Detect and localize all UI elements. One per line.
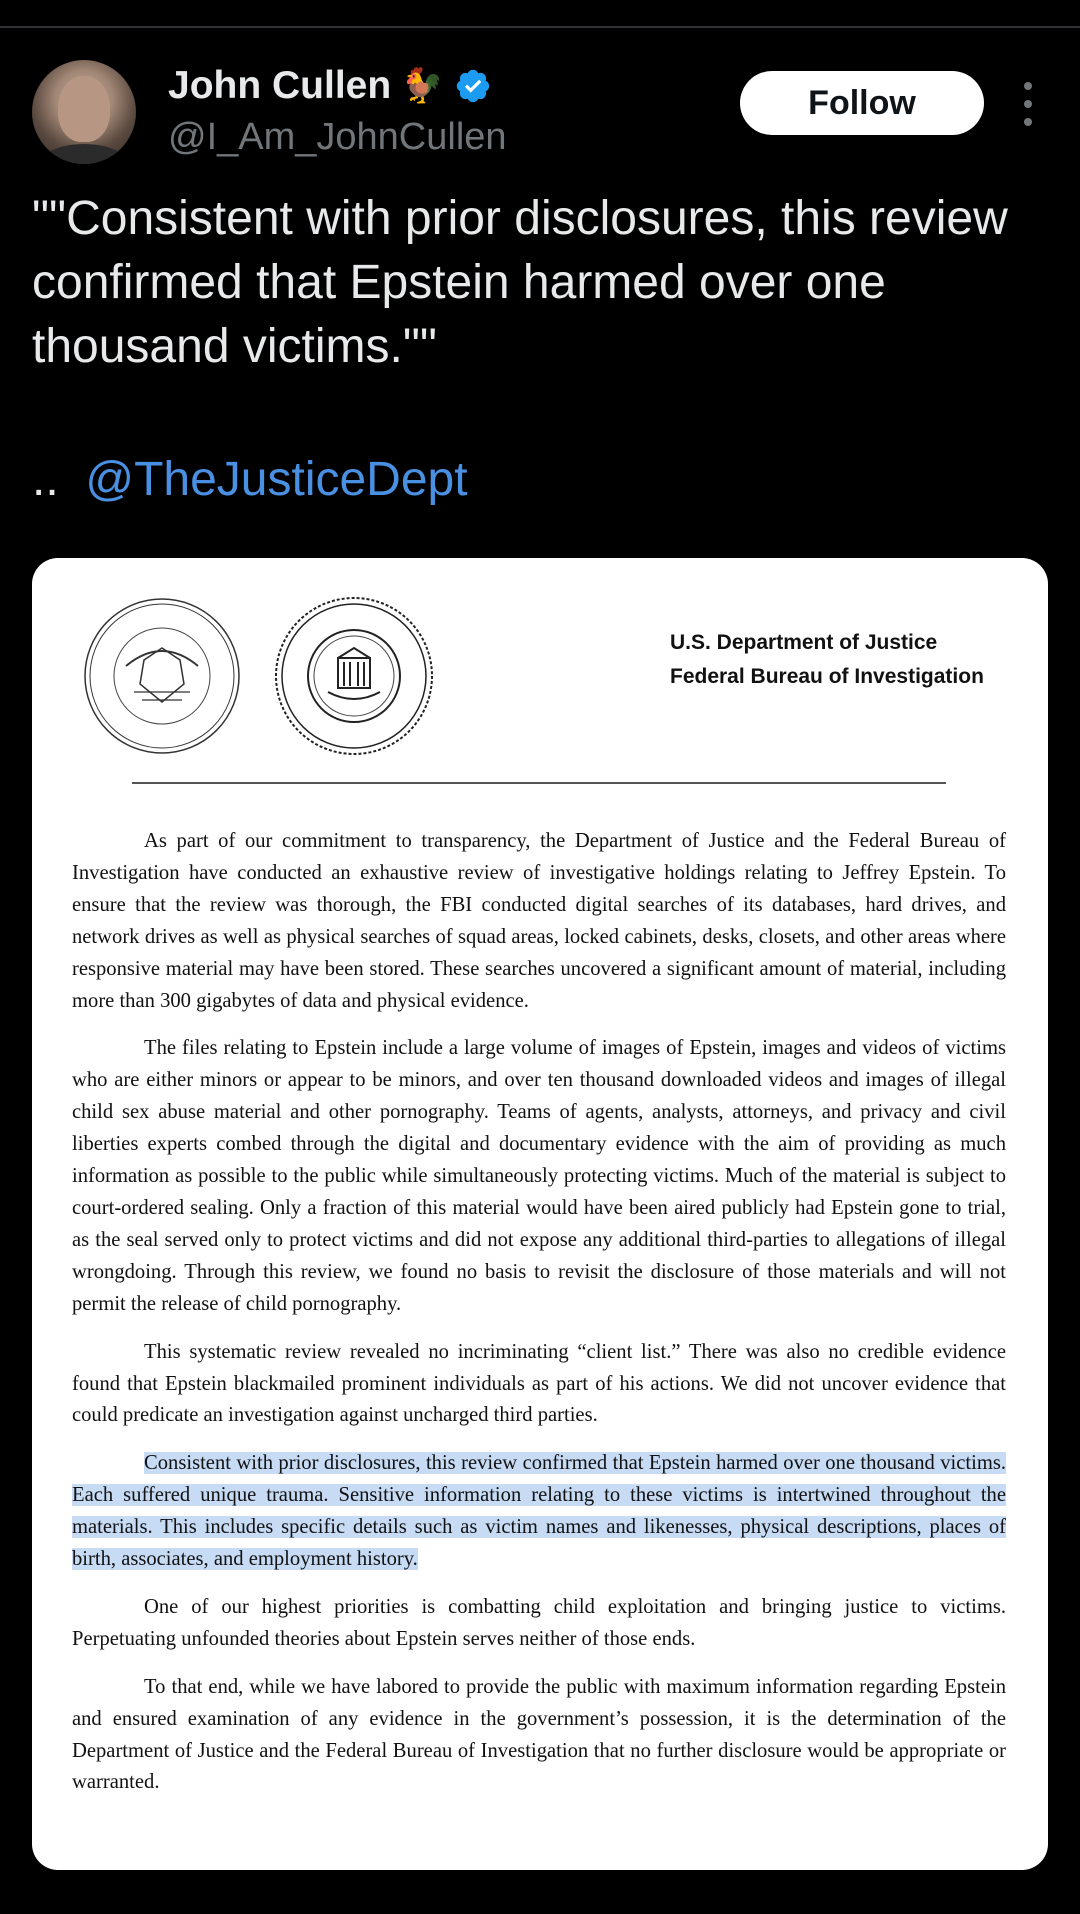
document-paragraph-6: To that end, while we have labored to provide the public with maximum information regarding Epstein and ensured examination of any evidence in the government’s possession, it is the determination of the Department of Justice and the Federal Bureau of Investigation that no further disclosure would be appropriate or warranted. <box>72 1675 1006 1794</box>
tweet-mention-line <box>32 448 468 512</box>
letterhead-divider <box>132 782 946 784</box>
author-name-row <box>168 64 492 108</box>
document-paragraph-4-highlighted <box>72 1448 1006 1576</box>
document-paragraph-5: One of our highest priorities is combatting child exploitation and bringing justice to victims. Perpetuating unfounded theories about Epstein serves neither of those ends. <box>72 1595 1006 1650</box>
attached-image-card[interactable] <box>32 558 1048 1870</box>
verified-badge-icon <box>454 67 492 105</box>
document-body <box>72 826 1006 1815</box>
top-divider <box>0 26 1080 28</box>
letterhead <box>670 626 984 694</box>
document-paragraph-1: As part of our commitment to transparency, the Department of Justice and the Federal Bureau of Investigation have conducted an exhaustive review of investigative holdings relating to Jeffrey Epstein. To ensure that the review was thorough, the FBI conducted digital searches of its databases, hard drives, and network drives as well as physical searches of squad areas, locked cabinets, desks, closets, and other areas where responsive material may have been stored. These searches uncovered a significant amount of material, including more than 300 gigabytes of data and physical evidence. <box>72 830 1006 1012</box>
letterhead-line-1: U.S. Department of Justice <box>670 631 938 654</box>
mention-link[interactable]: @TheJusticeDept <box>85 453 468 506</box>
letterhead-line-2: Federal Bureau of Investigation <box>670 665 984 688</box>
more-options-icon[interactable] <box>1018 82 1038 126</box>
rooster-emoji: 🐓 <box>401 67 444 105</box>
more-dot <box>1024 82 1032 90</box>
avatar-shirt <box>40 144 128 164</box>
author-handle[interactable]: @I_Am_JohnCullen <box>168 116 507 158</box>
avatar-face <box>58 76 110 142</box>
document-paragraph-2: The files relating to Epstein include a large volume of images of Epstein, images and videos of victims who are either minors or appear to be minors, and over ten thousand downloaded videos and images of illegal child sex abuse material and other pornography. Teams of agents, analysts, attorneys, and privacy and civil liberties experts combed through the digital and documentary evidence with the aim of providing as much information as possible to the public while simultaneously protecting victims. Much of the material is subject to court-ordered sealing. Only a fraction of this material would have been aired publicly had Epstein gone to trial, as the seal served only to protect victims and did not expose any additional third-parties to allegations of illegal wrongdoing. Through this review, we found no basis to revisit the disclosure of those materials and will not permit the release of child pornography. <box>72 1037 1006 1315</box>
document-paragraph-3: This systematic review revealed no incriminating “client list.” There was also no credible evidence found that Epstein blackmailed prominent individuals as part of his actions. We did not uncover evidence that could predicate an investigation against uncharged third parties. <box>72 1340 1006 1427</box>
doj-seal-icon <box>82 596 242 756</box>
fbi-seal-icon <box>272 594 436 758</box>
tweet-text: ""Consistent with prior disclosures, this review confirmed that Epstein harmed over one thousand victims."" <box>32 192 1008 373</box>
highlighted-text: Consistent with prior disclosures, this review confirmed that Epstein harmed over one thousand victims. Each suffered unique trauma. Sensitive information relating to these victims is intertwined throughout the materials. This includes specific details such as victim names and likenesses, physical descriptions, places of birth, associates, and employment history. <box>72 1452 1006 1571</box>
follow-button[interactable]: Follow <box>740 71 984 135</box>
author-name[interactable]: John Cullen <box>168 64 392 107</box>
mention-prefix: .. <box>32 453 59 506</box>
more-dot <box>1024 118 1032 126</box>
avatar[interactable] <box>32 60 136 164</box>
more-dot <box>1024 100 1032 108</box>
